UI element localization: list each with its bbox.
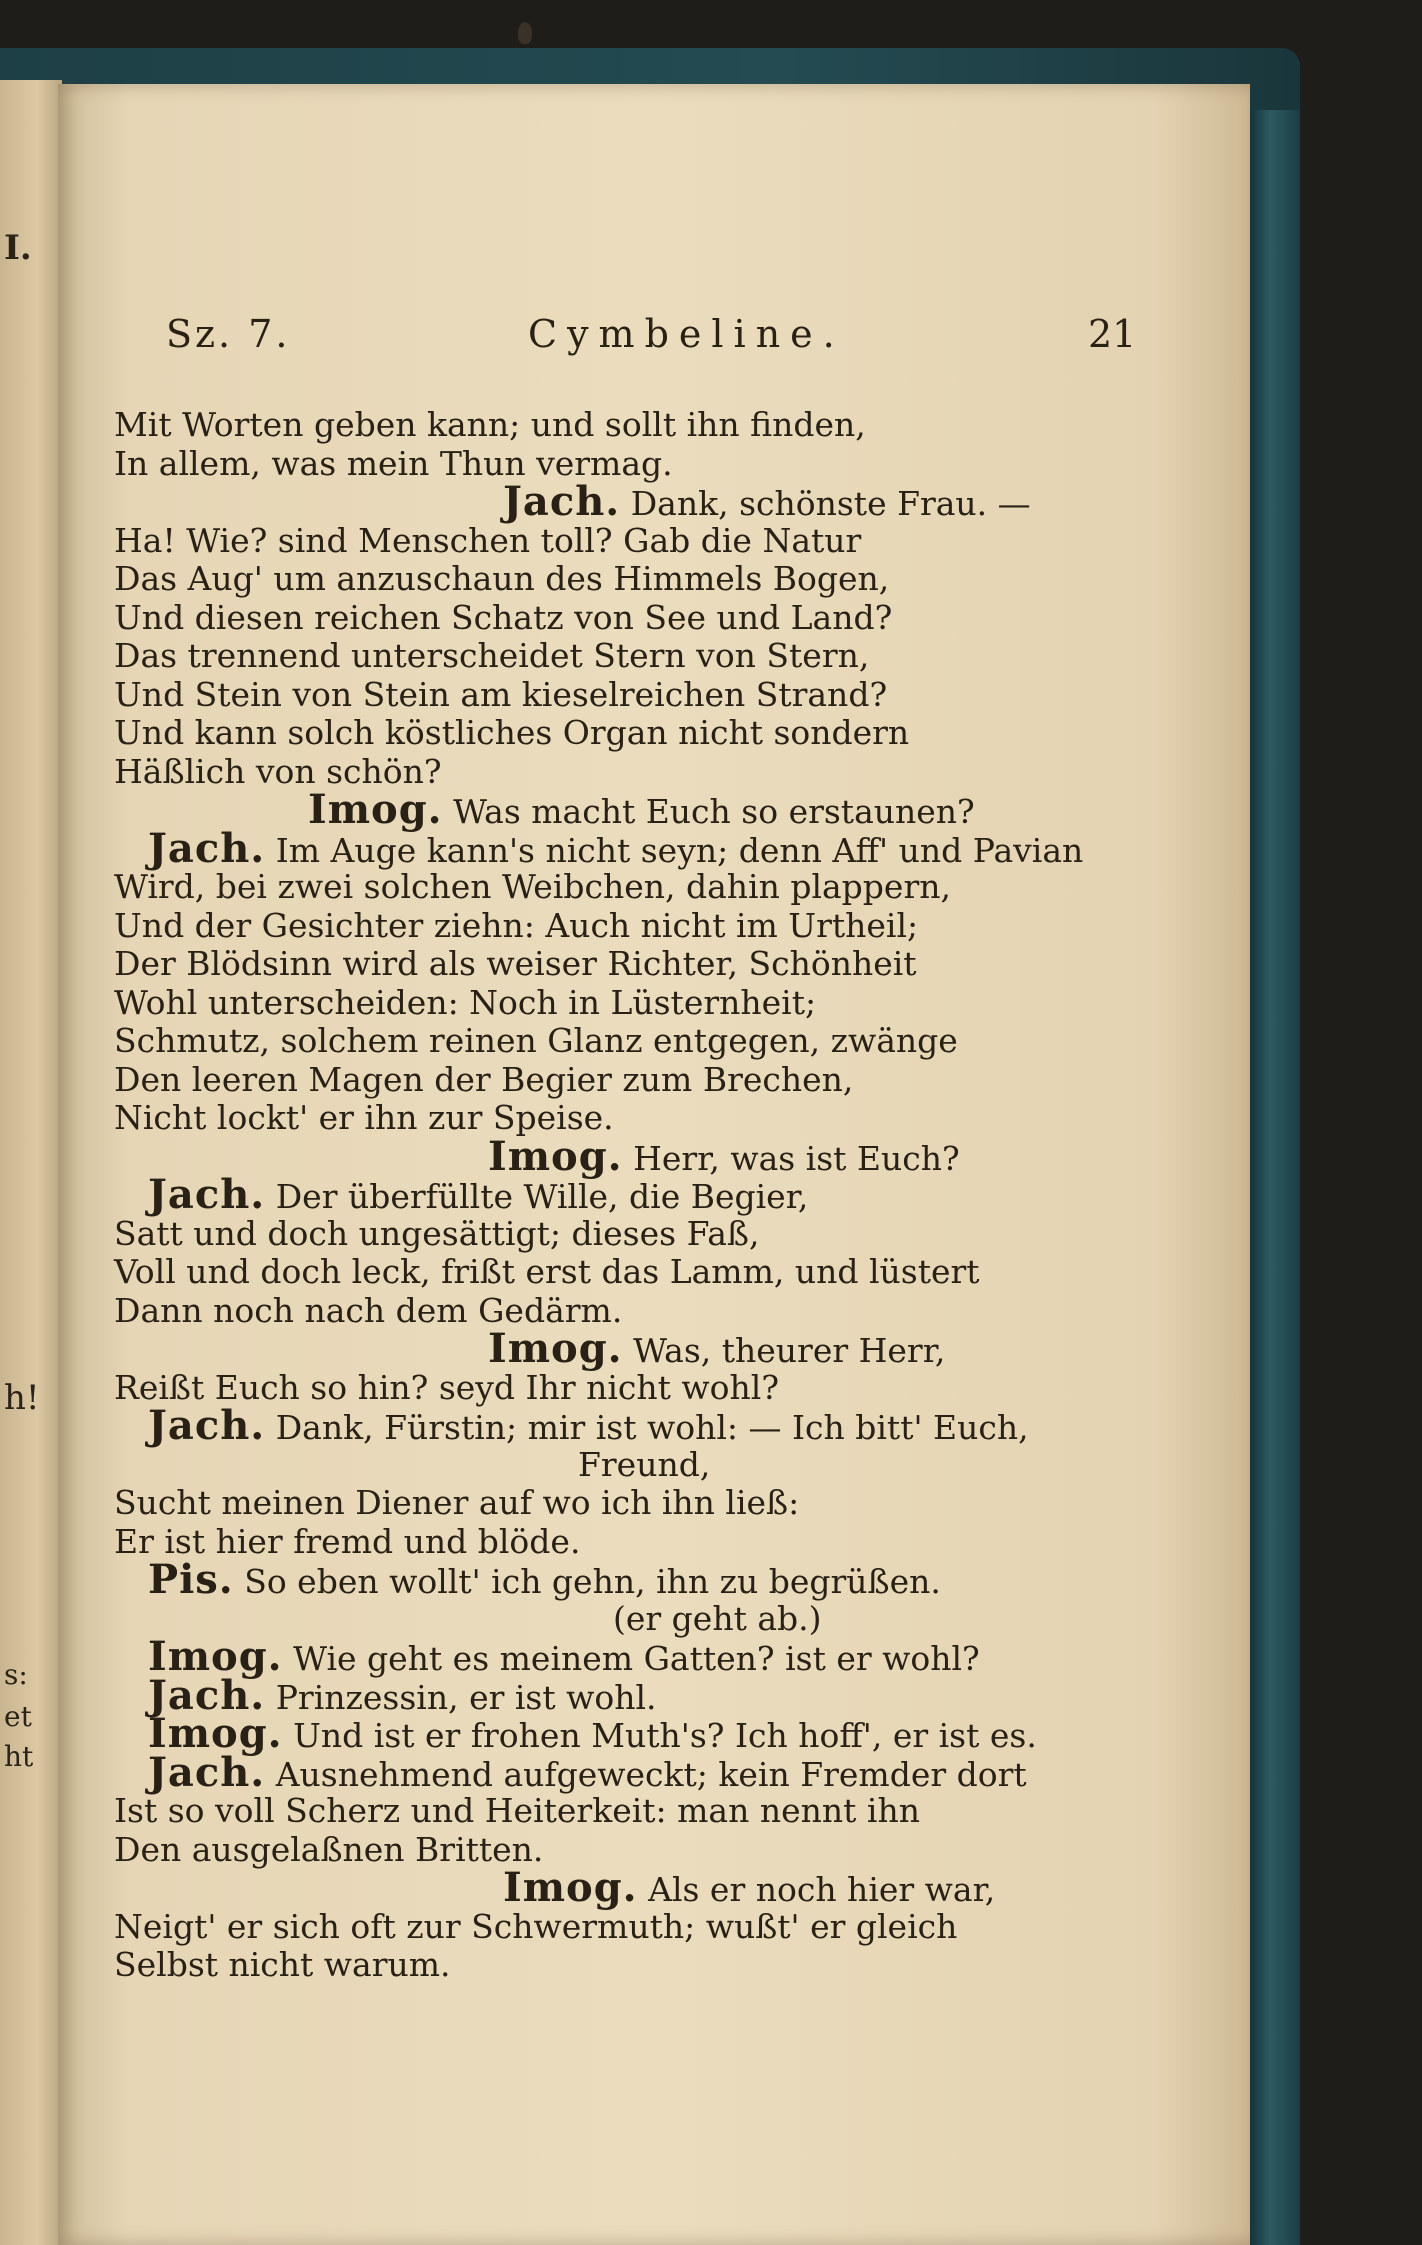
verse-line [114, 637, 869, 675]
speaker-name: Pis. [148, 1556, 234, 1603]
page-title: Cymbeline. [528, 312, 845, 356]
line-text: Ha! Wie? sind Menschen toll? Gab die Natur [114, 520, 862, 560]
verse-line [114, 1292, 622, 1330]
verse-line [114, 1946, 451, 1984]
verse-line [114, 1022, 958, 1060]
line-text: Den ausgelaßnen Britten. [114, 1829, 544, 1869]
verse-line [114, 868, 951, 906]
verse-line [114, 1908, 957, 1946]
line-text: Und diesen reichen Schatz von See und Land? [114, 597, 893, 637]
line-text: Schmutz, solchem reinen Glanz entgegen, zwänge [114, 1021, 958, 1060]
verse-line [114, 753, 442, 791]
line-text: Mit Worten geben kann; und sollt ihn finden, [114, 405, 866, 444]
speaker-name: Jach. [148, 1748, 266, 1796]
line-text: (er geht ab.) [613, 1598, 822, 1638]
verse-line [114, 1215, 759, 1253]
verse-line [114, 445, 673, 483]
verse-line [503, 478, 1031, 525]
verse-line [114, 1061, 853, 1099]
line-text: Dank, schönste Frau. — [630, 484, 1031, 523]
speaker-name: Imog. [488, 1325, 623, 1372]
line-text: Freund, [578, 1444, 711, 1484]
line-text: Im Auge kann's nicht seyn; denn Aff' und Pavian [275, 830, 1084, 870]
verse-line [114, 945, 917, 983]
line-text: Reißt Euch so hin? seyd Ihr nicht wohl? [114, 1367, 780, 1407]
line-text: Häßlich von schön? [114, 751, 442, 791]
line-text: Nicht lockt' er ihn zur Speise. [114, 1098, 614, 1137]
verse-line [114, 676, 887, 714]
speaker-name: Imog. [148, 1710, 283, 1757]
verse-line [308, 786, 975, 833]
verse-line [114, 1369, 779, 1407]
line-text: Und ist er frohen Muth's? Ich hoff', er ist es. [293, 1716, 1037, 1755]
line-text: Dank, Fürstin; mir ist wohl: — Ich bitt' Euch, [275, 1408, 1029, 1447]
verse-line [114, 1484, 799, 1522]
speaker-name: Jach. [148, 1671, 266, 1719]
line-text: Wird, bei zwei solchen Weibchen, dahin plappern, [114, 867, 951, 906]
line-text: Das Aug' um anzuschaun des Himmels Bogen, [114, 559, 890, 598]
verse-line [148, 1710, 1037, 1757]
verse-line [114, 1831, 543, 1869]
verse-line [488, 1132, 960, 1180]
scene-number: Sz. 7. [166, 312, 291, 356]
line-text: Voll und doch leck, frißt erst das Lamm, und lüstert [114, 1252, 980, 1291]
verse-line [148, 824, 1084, 872]
verse-line [148, 1556, 941, 1603]
speaker-name: Jach. [148, 1402, 266, 1449]
line-text: Ist so voll Scherz und Heiterkeit: man nennt ihn [114, 1791, 920, 1830]
page-number: 21 [1088, 312, 1137, 356]
line-text: Dann noch nach dem Gedärm. [114, 1290, 623, 1330]
speaker-name: Jach. [148, 1171, 266, 1218]
verse-line [578, 1446, 710, 1484]
running-head [58, 312, 1250, 362]
speaker-name: Imog. [503, 1864, 638, 1911]
speaker-name: Imog. [488, 1132, 623, 1180]
line-text: Er ist hier fremd und blöde. [114, 1521, 581, 1561]
book-page [58, 84, 1250, 2245]
left-fragment: et [4, 1700, 32, 1733]
left-fragment: ht [4, 1740, 34, 1773]
line-text: Und kann solch köstliches Organ nicht sondern [114, 713, 910, 752]
verse-line [114, 714, 909, 752]
verse-line [114, 406, 866, 444]
line-text: Prinzessin, er ist wohl. [275, 1677, 657, 1717]
line-text: Wie geht es meinem Gatten? ist er wohl? [293, 1639, 980, 1678]
line-text: So eben wollt' ich gehn, ihn zu begrüßen. [244, 1562, 941, 1601]
line-text: Das trennend unterscheidet Stern von Stern, [114, 636, 870, 675]
verse-line [114, 522, 861, 560]
speaker-name: Jach. [148, 824, 266, 872]
verse-line [503, 1864, 996, 1911]
cover-edge [1250, 110, 1300, 2245]
verse-line [114, 1253, 980, 1291]
ink-stain [518, 22, 532, 44]
line-text: Neigt' er sich oft zur Schwermuth; wußt' er gleich [114, 1906, 958, 1946]
verse-line [114, 984, 816, 1022]
verse-line [114, 1099, 614, 1137]
line-text: Selbst nicht warum. [114, 1945, 451, 1984]
verse-line [114, 1792, 920, 1830]
verse-line [613, 1600, 822, 1638]
line-text: Satt und doch ungesättigt; dieses Faß, [114, 1213, 760, 1253]
line-text: Wohl unterscheiden: Noch in Lüsternheit; [114, 982, 817, 1022]
speaker-name: Imog. [308, 786, 443, 833]
line-text: Was macht Euch so erstaunen? [453, 792, 975, 831]
line-text: Und Stein von Stein am kieselreichen Strand? [114, 674, 888, 714]
line-text: Und der Gesichter ziehn: Auch nicht im Urtheil; [114, 905, 919, 945]
line-text: Der Blödsinn wird als weiser Richter, Schönheit [114, 944, 917, 983]
line-text: Den leeren Magen der Begier zum Brechen, [114, 1059, 854, 1099]
left-page-edge [0, 80, 62, 2245]
verse-line [148, 1748, 1027, 1796]
line-text: Herr, was ist Euch? [633, 1138, 960, 1178]
left-fragment: h! [4, 1378, 40, 1418]
line-text: Ausnehmend aufgeweckt; kein Fremder dort [275, 1754, 1027, 1794]
line-text: Der überfüllte Wille, die Begier, [275, 1177, 809, 1216]
verse-line [114, 907, 918, 945]
speaker-name: Jach. [503, 478, 621, 525]
line-text: Was, theurer Herr, [633, 1331, 946, 1370]
line-text: Als er noch hier war, [648, 1870, 996, 1909]
verse-line [148, 1402, 1029, 1449]
verse-line [114, 599, 892, 637]
verse-line [114, 560, 889, 598]
verse-line [114, 1523, 580, 1561]
left-fragment: I. [4, 228, 32, 268]
line-text: In allem, was mein Thun vermag. [114, 443, 673, 483]
line-text: Sucht meinen Diener auf wo ich ihn ließ: [114, 1483, 800, 1522]
verse-line [148, 1633, 980, 1680]
verse-line [148, 1171, 809, 1218]
speaker-name: Imog. [148, 1633, 283, 1680]
left-fragment: s: [4, 1658, 28, 1691]
verse-line [488, 1325, 946, 1372]
